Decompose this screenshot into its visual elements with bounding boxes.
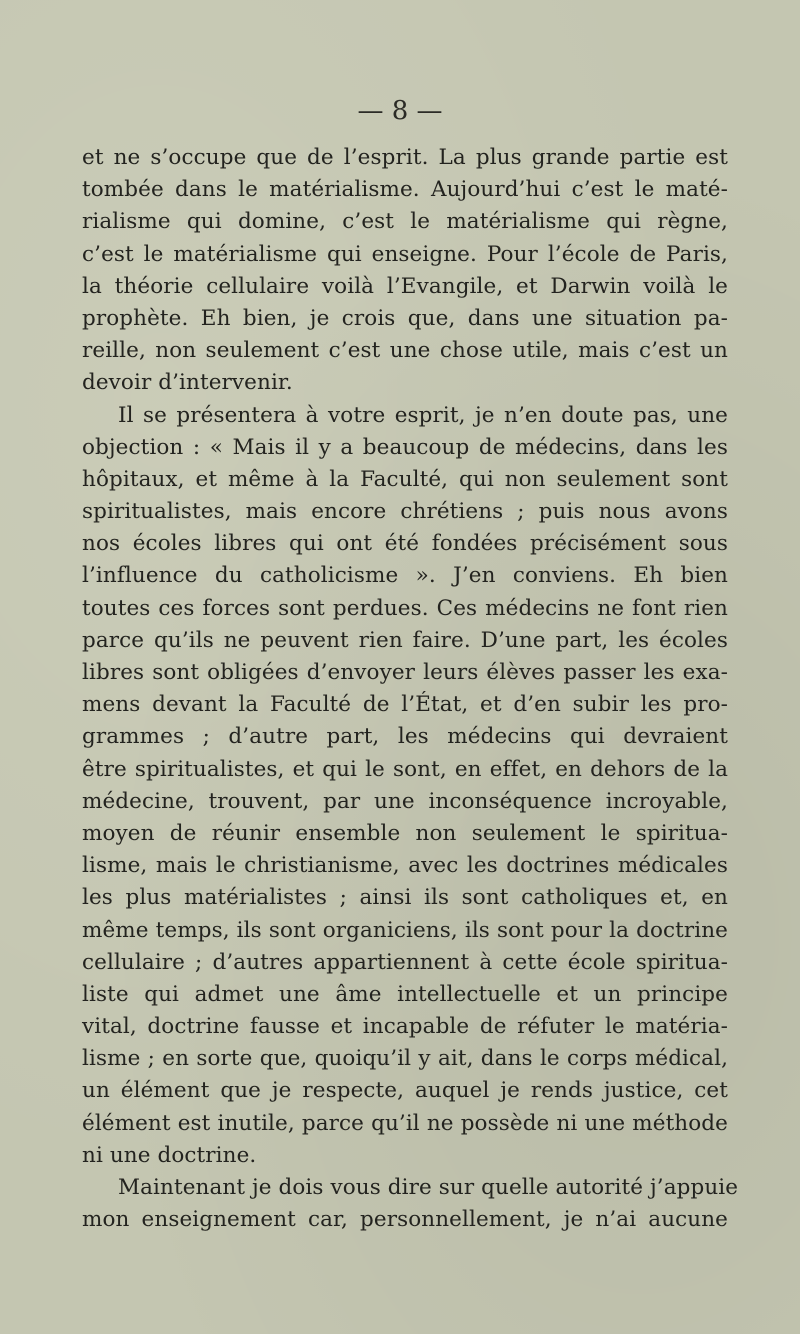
text-line: un élément que je respecte, auquel je rends justice, cet — [82, 1078, 728, 1104]
text-line: reille, non seulement c’est une chose utile, mais c’est un — [82, 338, 728, 364]
text-line: cellulaire ; d’autres appartiennent à cette école spiritua- — [82, 949, 728, 975]
text-line: Il se présentera à votre esprit, je n’en doute pas, une — [118, 402, 728, 428]
text-line: c’est le matérialisme qui enseigne. Pour l’école de Paris, — [82, 241, 728, 267]
text-line: tombée dans le matérialisme. Aujourd’hui c’est le maté- — [82, 177, 728, 203]
text-line: élément est inutile, parce qu’il ne possède ni une méthode — [82, 1110, 728, 1136]
text-line: la théorie cellulaire voilà l’Evangile, et Darwin voilà le — [82, 273, 728, 299]
text-line: spiritualistes, mais encore chrétiens ; puis nous avons — [82, 499, 728, 525]
text-line: mens devant la Faculté de l’État, et d’en subir les pro- — [82, 692, 728, 718]
text-line: moyen de réunir ensemble non seulement le spiritua- — [82, 820, 728, 846]
text-line: liste qui admet une âme intellectuelle et un principe — [82, 981, 728, 1007]
text-line: Maintenant je dois vous dire sur quelle autorité j’appuie — [118, 1175, 739, 1200]
text-line: devoir d’intervenir. — [82, 370, 293, 396]
text-line: les plus matérialistes ; ainsi ils sont catholiques et, en — [82, 885, 728, 911]
text-line: prophète. Eh bien, je crois que, dans une situation pa- — [82, 305, 728, 331]
text-line: lisme ; en sorte que, quoiqu’il y ait, dans le corps médical, — [82, 1046, 728, 1072]
text-line: libres sont obligées d’envoyer leurs élèves passer les exa- — [82, 660, 728, 685]
text-line: objection : « Mais il y a beaucoup de médecins, dans les — [82, 434, 728, 460]
text-line: ni une doctrine. — [82, 1142, 257, 1168]
text-line: vital, doctrine fausse et incapable de réfuter le matéria- — [82, 1014, 728, 1040]
text-line: médecine, trouvent, par une inconséquence incroyable, — [82, 788, 728, 814]
text-line: nos écoles libres qui ont été fondées précisément sous — [82, 531, 728, 557]
text-line: même temps, ils sont organiciens, ils sont pour la doctrine — [82, 917, 728, 943]
page-number: — 8 — — [357, 96, 443, 126]
text-line: parce qu’ils ne peuvent rien faire. D’une part, les écoles — [82, 627, 728, 653]
text-line: toutes ces forces sont perdues. Ces médecins ne font rien — [82, 595, 728, 621]
text-line: mon enseignement car, personnellement, je n’ai aucune — [82, 1207, 728, 1233]
text-line: hôpitaux, et même à la Faculté, qui non seulement sont — [82, 466, 728, 492]
body-text — [82, 142, 739, 1236]
text-line: être spiritualistes, et qui le sont, en effet, en dehors de la — [82, 756, 728, 782]
text-line: et ne s’occupe que de l’esprit. La plus grande partie est — [82, 145, 728, 170]
text-line: l’influence du catholicisme ». J’en conviens. Eh bien — [82, 563, 728, 589]
text-line: rialisme qui domine, c’est le matérialisme qui règne, — [82, 209, 728, 235]
text-line: grammes ; d’autre part, les médecins qui devraient — [82, 724, 728, 750]
text-line: lisme, mais le christianisme, avec les doctrines médicales — [82, 853, 728, 879]
